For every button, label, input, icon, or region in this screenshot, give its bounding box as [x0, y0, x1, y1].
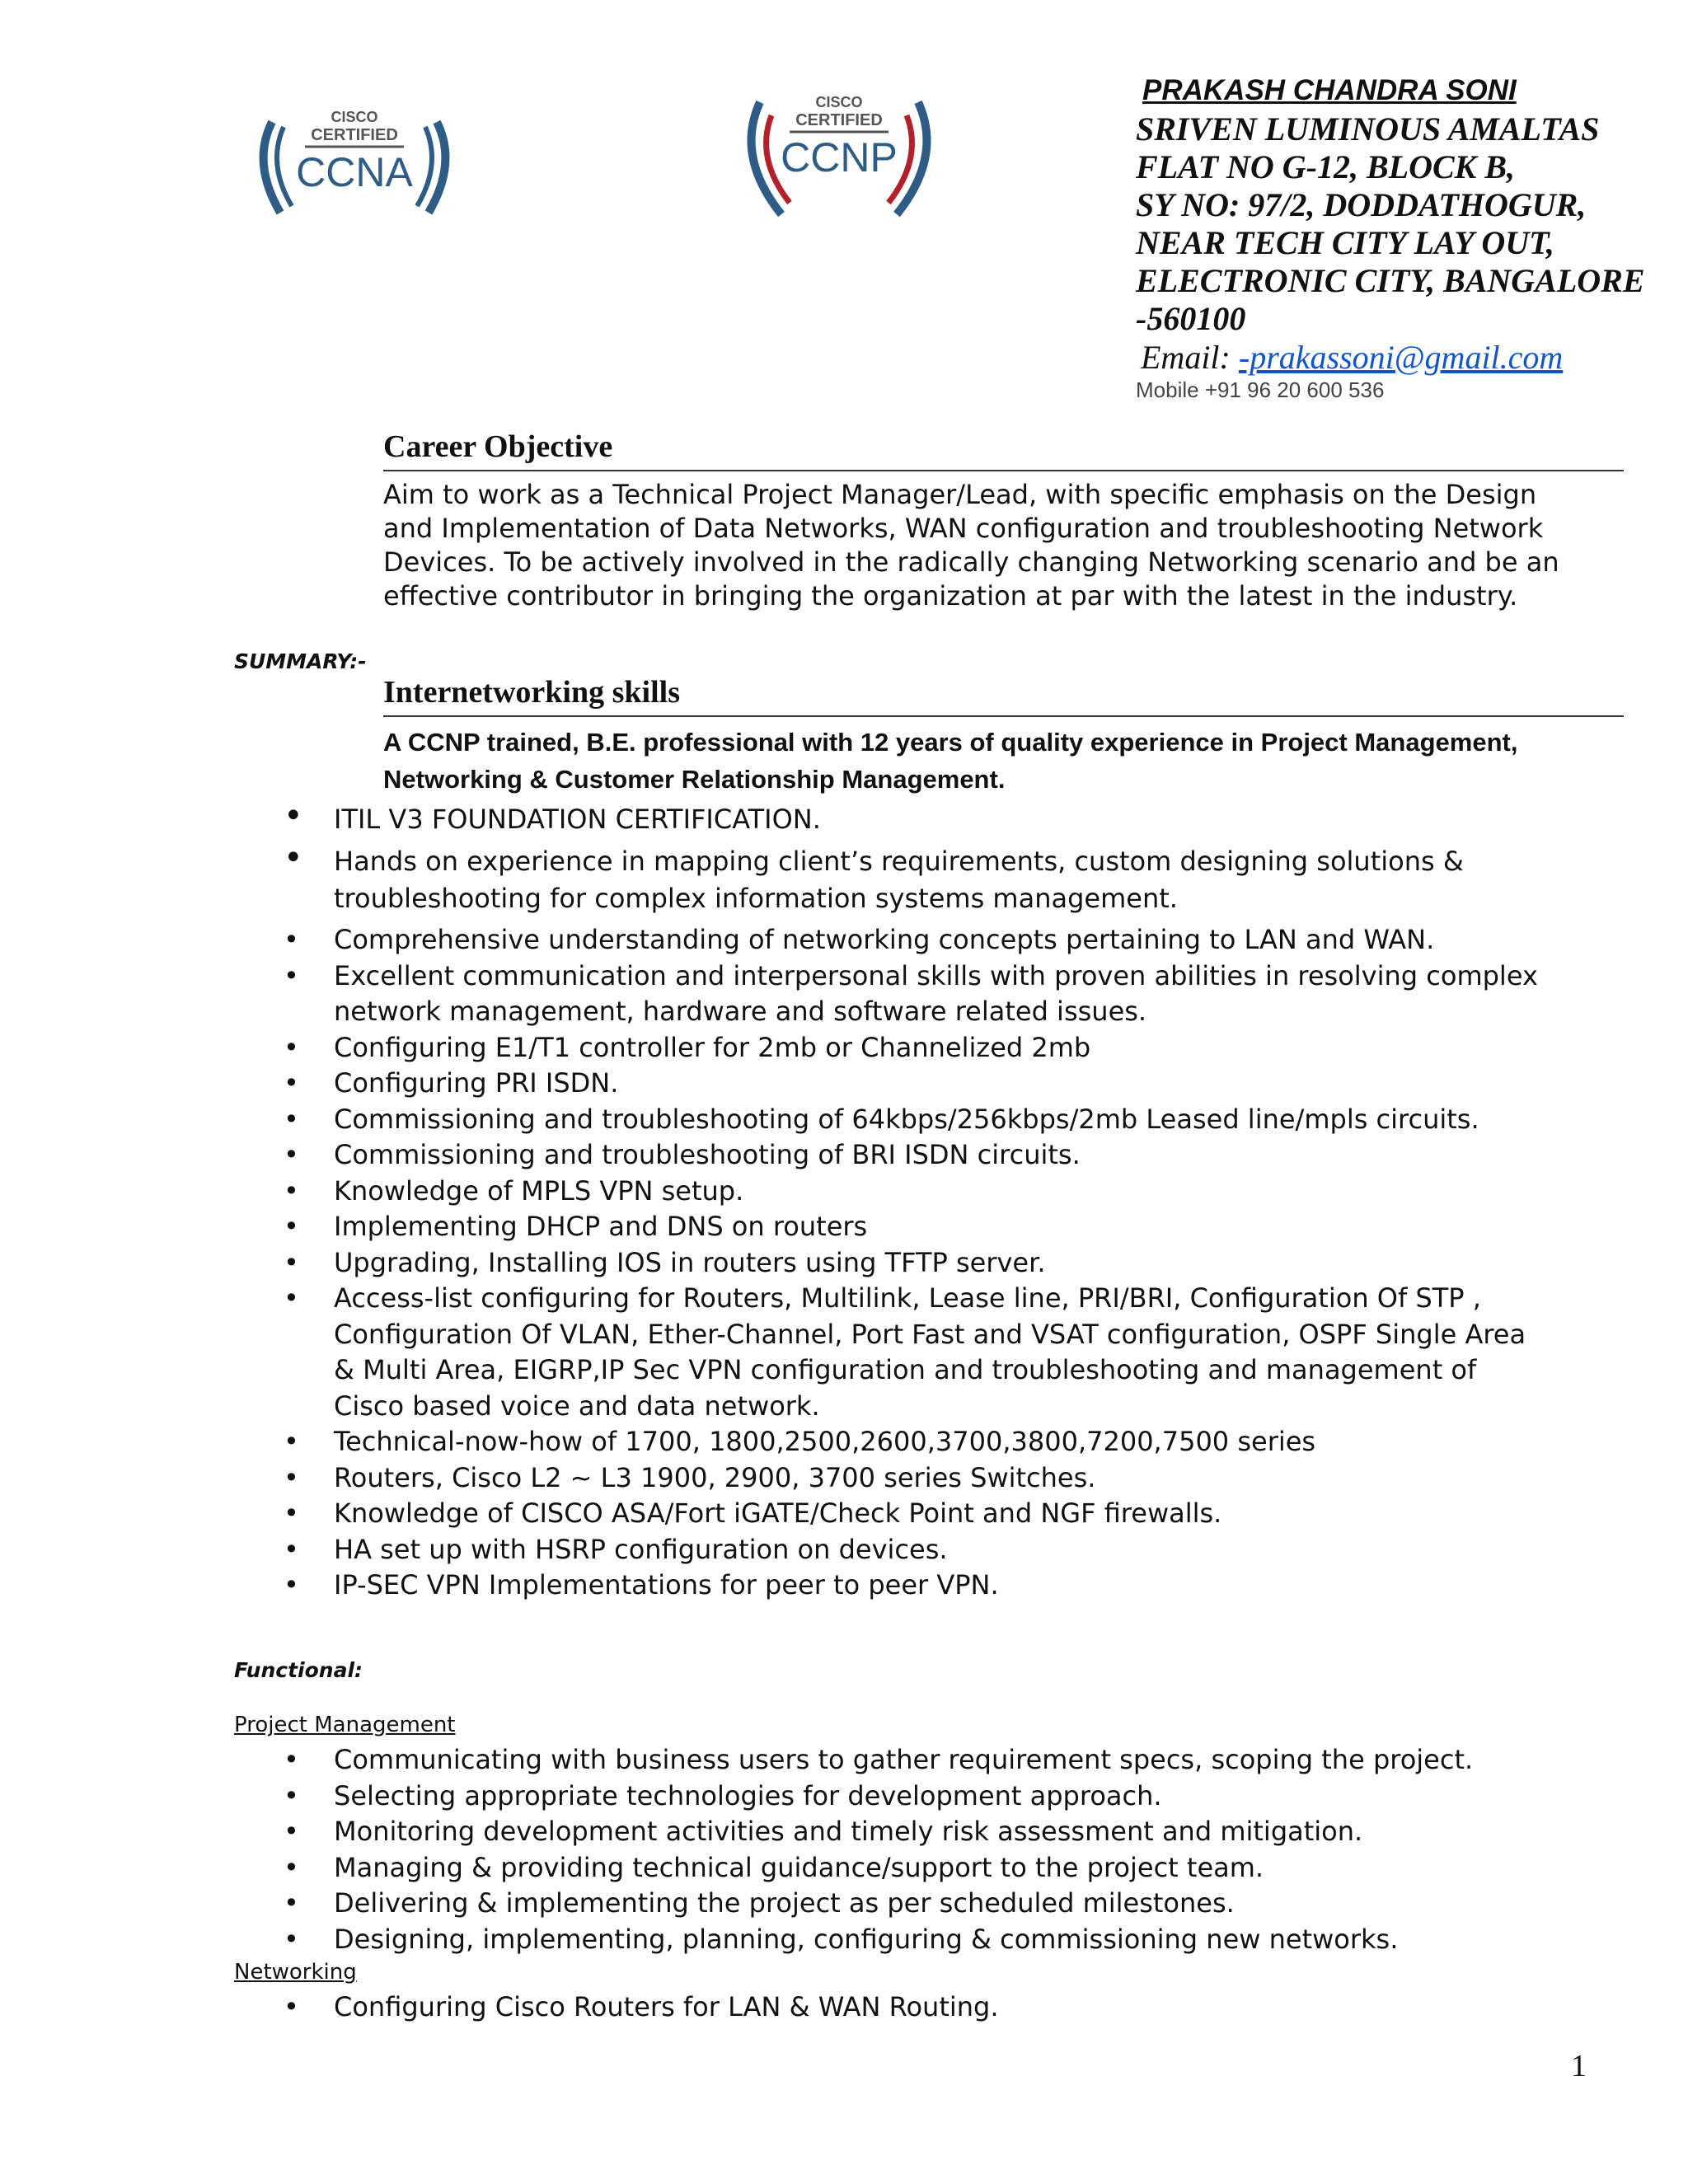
bullet-icon: •	[284, 1779, 299, 1811]
list-item: • HA set up with HSRP configuration on devices.	[280, 1532, 1665, 1568]
bullet-icon: •	[284, 1991, 299, 2022]
list-item: • Communicating with business users to gather requirement specs, scoping the project.	[280, 1742, 1665, 1779]
bullet-icon: •	[284, 1533, 299, 1565]
list-item: • Upgrading, Installing IOS in routers using TFTP server.	[280, 1245, 1665, 1282]
summary-highlight	[383, 724, 1636, 798]
list-item: • Monitoring development activities and timely risk assessment and mitigation.	[280, 1814, 1665, 1850]
career-objective-heading: Career Objective	[383, 429, 1624, 471]
list-item: • ITIL V3 FOUNDATION CERTIFICATION.	[284, 797, 821, 835]
bullet-icon: •	[284, 1887, 299, 1919]
svg-text:CERTIFIED: CERTIFIED	[311, 126, 398, 144]
list-item: • Access-list configuring for Routers, Multilink, Lease line, PRI/BRI, Configuration Of STP , Configuration Of VLAN, Ether-Channel, Port Fast and VSAT configuration, OSPF Single Area & Multi Area, EIGRP,IP Sec VPN configuration and troubleshooting and management of Cisco based voice and data network.	[284, 1282, 1526, 1422]
bullet-icon: •	[284, 1067, 299, 1099]
svg-text:CERTIFIED: CERTIFIED	[795, 111, 883, 129]
svg-text:CISCO: CISCO	[331, 109, 378, 125]
contact-header	[1136, 71, 1663, 402]
list-item: • Configuring PRI ISDN.	[280, 1066, 1665, 1102]
address-line: SY NO: 97/2, DODDATHOGUR,	[1136, 186, 1587, 223]
list-item: • Comprehensive understanding of networking concepts pertaining to LAN and WAN.	[280, 922, 1665, 958]
bullet-icon: •	[284, 1569, 299, 1601]
bullet-icon: •	[284, 1851, 299, 1883]
bullet-icon: •	[284, 1816, 299, 1847]
list-item: • Technical-now-how of 1700, 1800,2500,2600,3700,3800,7200,7500 series	[280, 1424, 1665, 1460]
list-item: • Knowledge of CISCO ASA/Fort iGATE/Check Point and NGF firewalls.	[280, 1496, 1665, 1532]
bullet-icon: •	[284, 1923, 299, 1955]
list-item: • Excellent communication and interpersonal skills with proven abilities in resolving complex network management, hardware and software related issues.	[284, 959, 1538, 1027]
networking-heading: Networking	[234, 1960, 357, 1985]
bullet-icon: •	[284, 1461, 299, 1493]
list-item: • Managing & providing technical guidance/support to the project team.	[280, 1850, 1665, 1886]
list-item: • Commissioning and troubleshooting of 64kbps/256kbps/2mb Leased line/mpls circuits.	[280, 1102, 1665, 1138]
list-item: • Routers, Cisco L2 ~ L3 1900, 2900, 3700 series Switches.	[280, 1460, 1665, 1497]
address-line: -560100	[1136, 300, 1246, 337]
svg-text:CCNP: CCNP	[781, 134, 898, 180]
bullet-icon: •	[284, 1282, 299, 1314]
bullet-icon: •	[284, 1497, 299, 1529]
list-item: • Implementing DHCP and DNS on routers	[280, 1209, 1665, 1245]
ccnp-logo-graphic	[732, 82, 946, 231]
bullet-icon: •	[284, 1246, 299, 1278]
ccna-logo	[247, 97, 462, 229]
list-item: • Selecting appropriate technologies for development approach.	[280, 1779, 1665, 1815]
project-management-heading: Project Management	[234, 1713, 456, 1737]
skills-list	[280, 797, 1665, 1604]
bullet-icon: •	[284, 839, 303, 877]
list-item: • Commissioning and troubleshooting of BRI ISDN circuits.	[280, 1137, 1665, 1174]
mobile-number: Mobile +91 96 20 600 536	[1136, 377, 1385, 402]
summary-label: SUMMARY:-	[234, 649, 367, 673]
bullet-icon: •	[284, 1211, 299, 1242]
email-link[interactable]: -prakassoni@gmail.com	[1238, 339, 1564, 376]
bullet-icon: •	[284, 1426, 299, 1457]
address-line: SRIVEN LUMINOUS AMALTAS	[1136, 110, 1600, 148]
functional-label: Functional:	[234, 1658, 363, 1682]
bullet-icon: •	[284, 1103, 299, 1135]
list-item: • Hands on experience in mapping client’s requirements, custom designing solutions & troubleshooting for complex information systems management.	[284, 839, 1464, 914]
objective-line: Aim to work as a Technical Project Manager/Lead, with specific emphasis on the Design	[383, 479, 1537, 510]
bullet-icon: •	[284, 1174, 299, 1207]
objective-line: effective contributor in bringing the organization at par with the latest in the industry.	[383, 580, 1518, 612]
list-item: • Delivering & implementing the project as per scheduled milestones.	[280, 1886, 1665, 1922]
svg-text:CCNA: CCNA	[296, 149, 413, 195]
svg-text:CISCO: CISCO	[815, 94, 863, 110]
internetworking-skills-heading: Internetworking skills	[383, 674, 1624, 717]
objective-line: and Implementation of Data Networks, WAN configuration and troubleshooting Network	[383, 513, 1544, 544]
list-item: • Configuring E1/T1 controller for 2mb or Channelized 2mb	[280, 1030, 1665, 1066]
bullet-icon: •	[284, 1744, 299, 1775]
ccna-logo-graphic	[247, 97, 462, 229]
page-number: 1	[1571, 2049, 1587, 2083]
email-row	[1141, 338, 1663, 377]
address-line: ELECTRONIC CITY, BANGALORE	[1136, 262, 1645, 299]
email-label: Email:	[1141, 339, 1239, 376]
objective-line: Devices. To be actively involved in the radically changing Networking scenario and be an	[383, 546, 1559, 578]
list-item: • Knowledge of MPLS VPN setup.	[280, 1174, 1665, 1210]
list-item: • IP-SEC VPN Implementations for peer to peer VPN.	[280, 1568, 1665, 1604]
candidate-name: PRAKASH CHANDRA SONI	[1142, 74, 1517, 106]
address-line: FLAT NO G-12, BLOCK B,	[1136, 148, 1516, 185]
networking-list	[280, 1990, 1665, 2026]
bullet-icon: •	[284, 797, 303, 835]
bullet-icon: •	[284, 1139, 299, 1170]
ccnp-logo	[732, 82, 946, 231]
project-management-list	[280, 1742, 1665, 1957]
list-item: • Configuring Cisco Routers for LAN & WAN Routing.	[280, 1990, 1665, 2026]
highlight-line: A CCNP trained, B.E. professional with 12 years of quality experience in Project Management,	[383, 728, 1518, 757]
address-line: NEAR TECH CITY LAY OUT,	[1136, 224, 1554, 261]
bullet-icon: •	[284, 959, 299, 991]
bullet-icon: •	[284, 924, 299, 955]
list-item: • Designing, implementing, planning, configuring & commissioning new networks.	[280, 1922, 1665, 1958]
career-objective-text	[383, 478, 1636, 613]
bullet-icon: •	[284, 1031, 299, 1063]
highlight-line: Networking & Customer Relationship Management.	[383, 765, 1006, 794]
